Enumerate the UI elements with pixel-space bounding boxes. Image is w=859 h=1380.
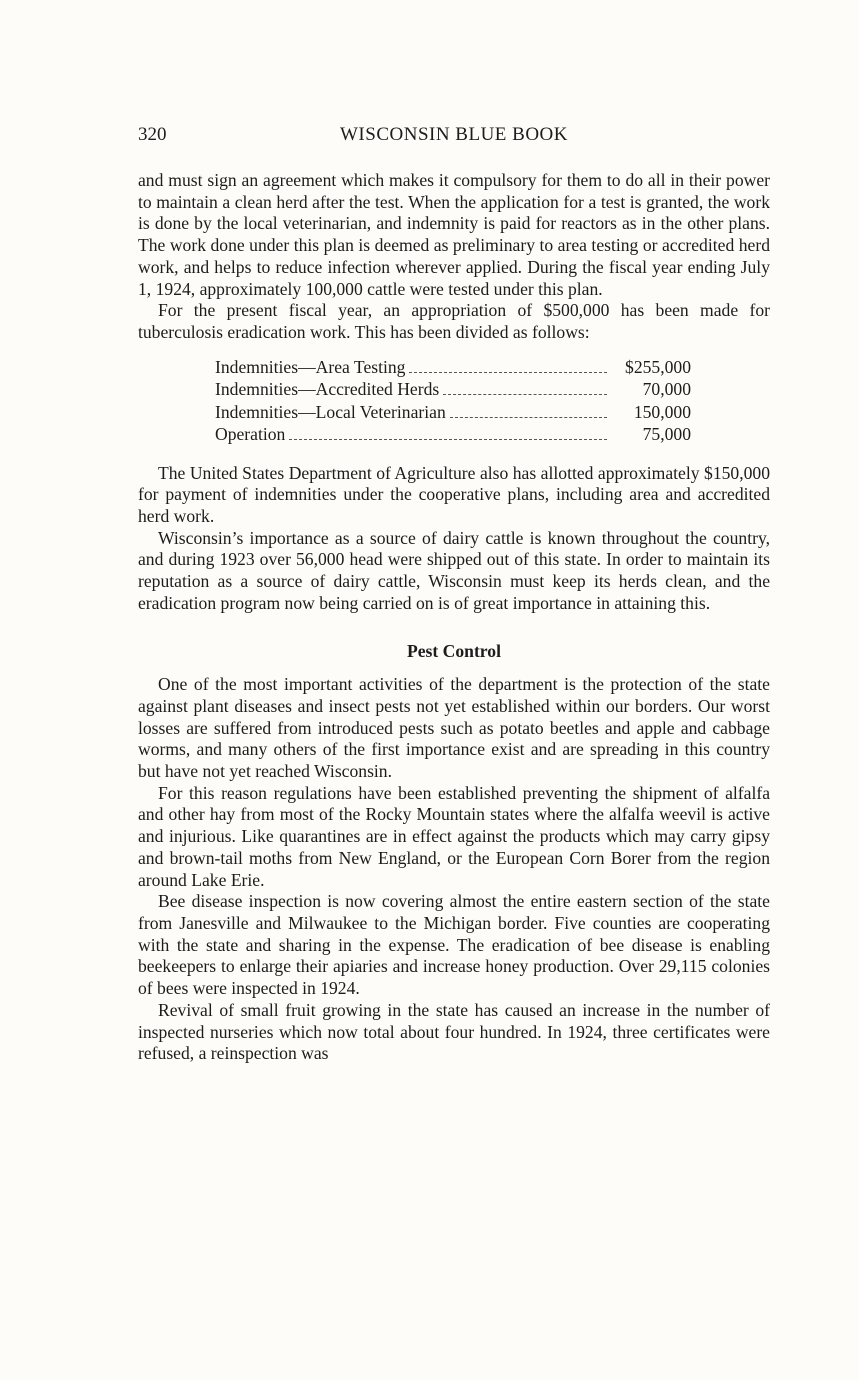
section-heading: Pest Control [407, 640, 501, 661]
appropriation-amount: $255,000 [625, 356, 691, 377]
page-header [138, 124, 770, 150]
appropriation-amount: 70,000 [642, 379, 691, 400]
appropriation-table [215, 357, 691, 447]
dot-leader [409, 372, 607, 373]
appropriation-amount: 150,000 [633, 401, 691, 422]
appropriation-label: Indemnities—Accredited Herds [215, 379, 440, 400]
paragraph-nurseries: Revival of small fruit growing in the state has caused an increase in the number of inspected nurseries which now total about four hundred. In 1924, three certificates were refused, a reinspection was [138, 999, 770, 1064]
dot-leader [443, 394, 607, 395]
appropriation-label: Indemnities—Area Testing [215, 356, 406, 377]
paragraph-continued: and must sign an agreement which makes it compulsory for them to do all in their power to maintain a clean herd after the test. When the application for a test is granted, the work is done by the local veterinarian, and indemnity is paid for reactors as in the other plans. The work done under this plan is deemed as preliminary to area testing or accredited herd work, and helps to reduce infection wherever applied. During the fiscal year ending July 1, 1924, approximately 100,000 cattle were tested under this plan. [138, 170, 770, 299]
paragraph-appropriation: For the present fiscal year, an appropriation of $500,000 has been made for tuberculosis eradication work. This has been divided as follows: [138, 300, 770, 342]
paragraph-dairy-importance: Wisconsin’s importance as a source of dairy cattle is known throughout the country, and during 1923 over 56,000 head were shipped out of this state. In order to maintain its reputation as a source of dairy cattle, Wisconsin must keep its herds clean, and the eradication program now being carried on is of great importance in attaining this. [138, 527, 770, 613]
appropriation-row [215, 357, 691, 380]
appropriation-row [215, 379, 691, 402]
running-head: WISCONSIN BLUE BOOK [340, 124, 568, 145]
appropriation-row [215, 402, 691, 425]
paragraph-pest-protection: One of the most important activities of the department is the protection of the state against plant diseases and insect pests not yet established within our borders. Our worst losses are suffered from introduced pests such as potato beetles and apple and cabbage worms, and many others of the first importance exist and are spreading in this country but have not yet reached Wisconsin. [138, 674, 770, 782]
appropriation-label: Indemnities—Local Veterinarian [215, 401, 446, 422]
paragraph-usda: The United States Department of Agriculture also has allotted approximately $150,000 for payment of indemnities under the cooperative plans, including area and accredited herd work. [138, 462, 770, 527]
page-number: 320 [138, 124, 167, 145]
paragraph-bee-disease: Bee disease inspection is now covering almost the entire eastern section of the state from Janesville and Milwaukee to the Michigan border. Five counties are cooperating with the state and sharing in the expense. The eradication of bee disease is enabling beekeepers to enlarge their apiaries and increase honey production. Over 29,115 colonies of bees were inspected in 1924. [138, 891, 770, 999]
page-body [138, 170, 770, 1065]
paragraph-regulations: For this reason regulations have been established preventing the shipment of alfalfa and other hay from most of the Rocky Mountain states where the alfalfa weevil is active and injurious. Like quarantines are in effect against the products which may carry gipsy and brown-tail moths from New England, or the European Corn Borer from the region around Lake Erie. [138, 782, 770, 890]
dot-leader [450, 417, 607, 418]
appropriation-label: Operation [215, 424, 286, 445]
appropriation-row [215, 424, 691, 447]
dot-leader [289, 439, 607, 440]
appropriation-amount: 75,000 [642, 424, 691, 445]
